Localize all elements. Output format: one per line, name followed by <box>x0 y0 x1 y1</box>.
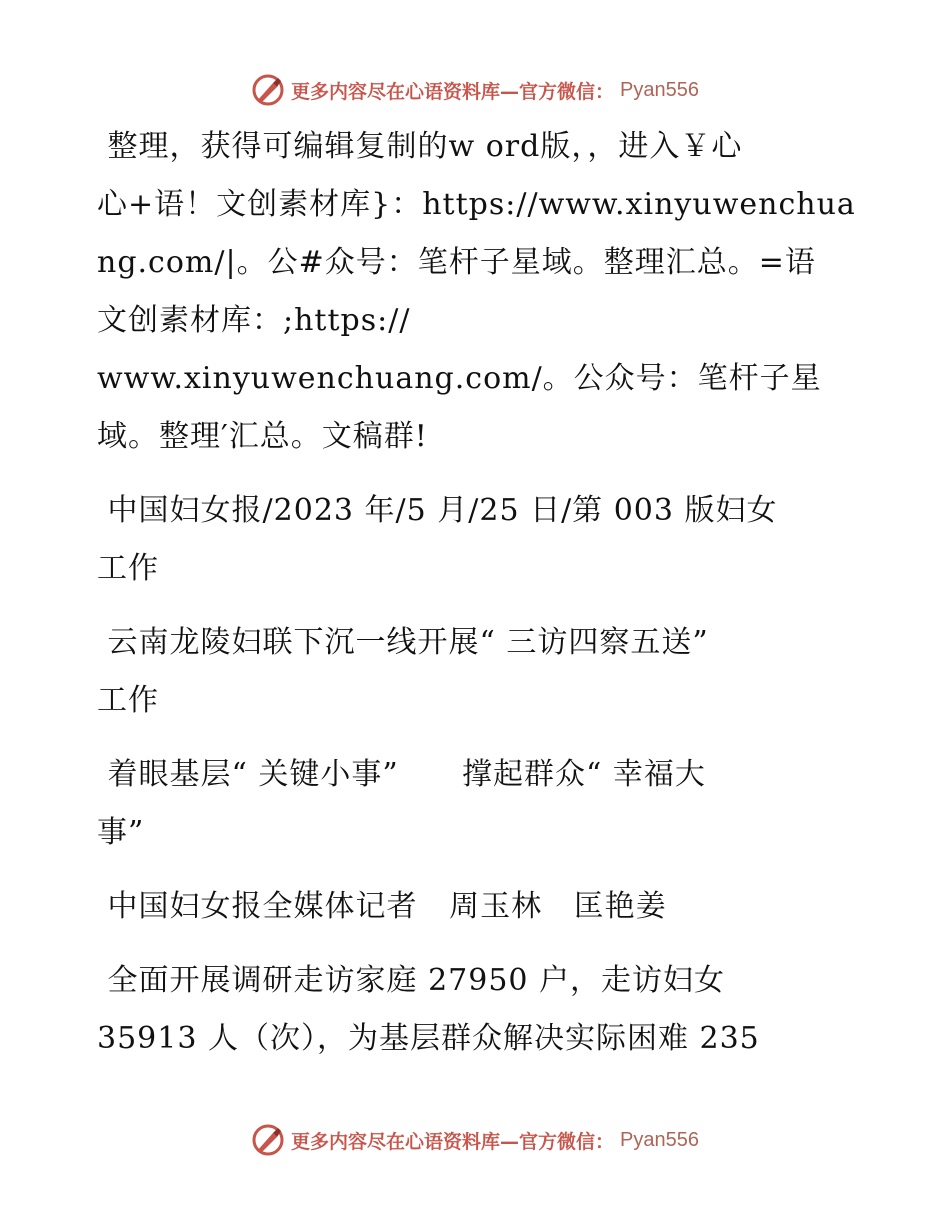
banner-wechat-id: Pyan556 <box>620 78 699 101</box>
promo-line: 整理，获得可编辑复制的w ord版，，进入￥心 <box>97 129 743 164</box>
header-banner <box>0 70 950 110</box>
subheadline: 着眼基层“ 关键小事” 撑起群众“ 幸福大 <box>97 757 706 792</box>
banner-wechat-id: Pyan556 <box>620 1128 699 1151</box>
body-paragraph: 全面开展调研走访家庭 27950 户，走访妇女 <box>97 963 726 998</box>
promo-line: 心+语！文创素材库}：https://www.xinyuwenchua <box>97 187 856 222</box>
document-body <box>97 118 857 1068</box>
subheadline: 事” <box>97 815 145 850</box>
promo-line: www.xinyuwenchuang.com/。公众号：笔杆子星 <box>97 361 822 396</box>
promo-line: 域。整理′汇总。文稿群! <box>97 419 428 454</box>
footer-banner <box>0 1120 950 1160</box>
body-paragraph: 35913 人（次），为基层群众解决实际困难 235 <box>97 1021 760 1056</box>
headline: 工作 <box>97 683 159 718</box>
pen-logo-icon <box>251 1123 285 1157</box>
source-line: 中国妇女报/2023 年/5 月/25 日/第 003 版妇女 <box>97 493 778 528</box>
source-line: 工作 <box>97 551 159 586</box>
headline: 云南龙陵妇联下沉一线开展“ 三访四察五送” <box>97 625 709 660</box>
banner-text: 更多内容尽在心语资料库—官方微信： <box>291 80 615 103</box>
pen-logo-icon <box>251 73 285 107</box>
promo-line: ng.com/|。公#众号：笔杆子星域。整理汇总。=语 <box>97 245 816 280</box>
promo-line: 文创素材库：;https:// <box>97 303 411 338</box>
byline: 中国妇女报全媒体记者 周玉林 匡艳姜 <box>97 889 667 924</box>
banner-text: 更多内容尽在心语资料库—官方微信： <box>291 1130 615 1153</box>
